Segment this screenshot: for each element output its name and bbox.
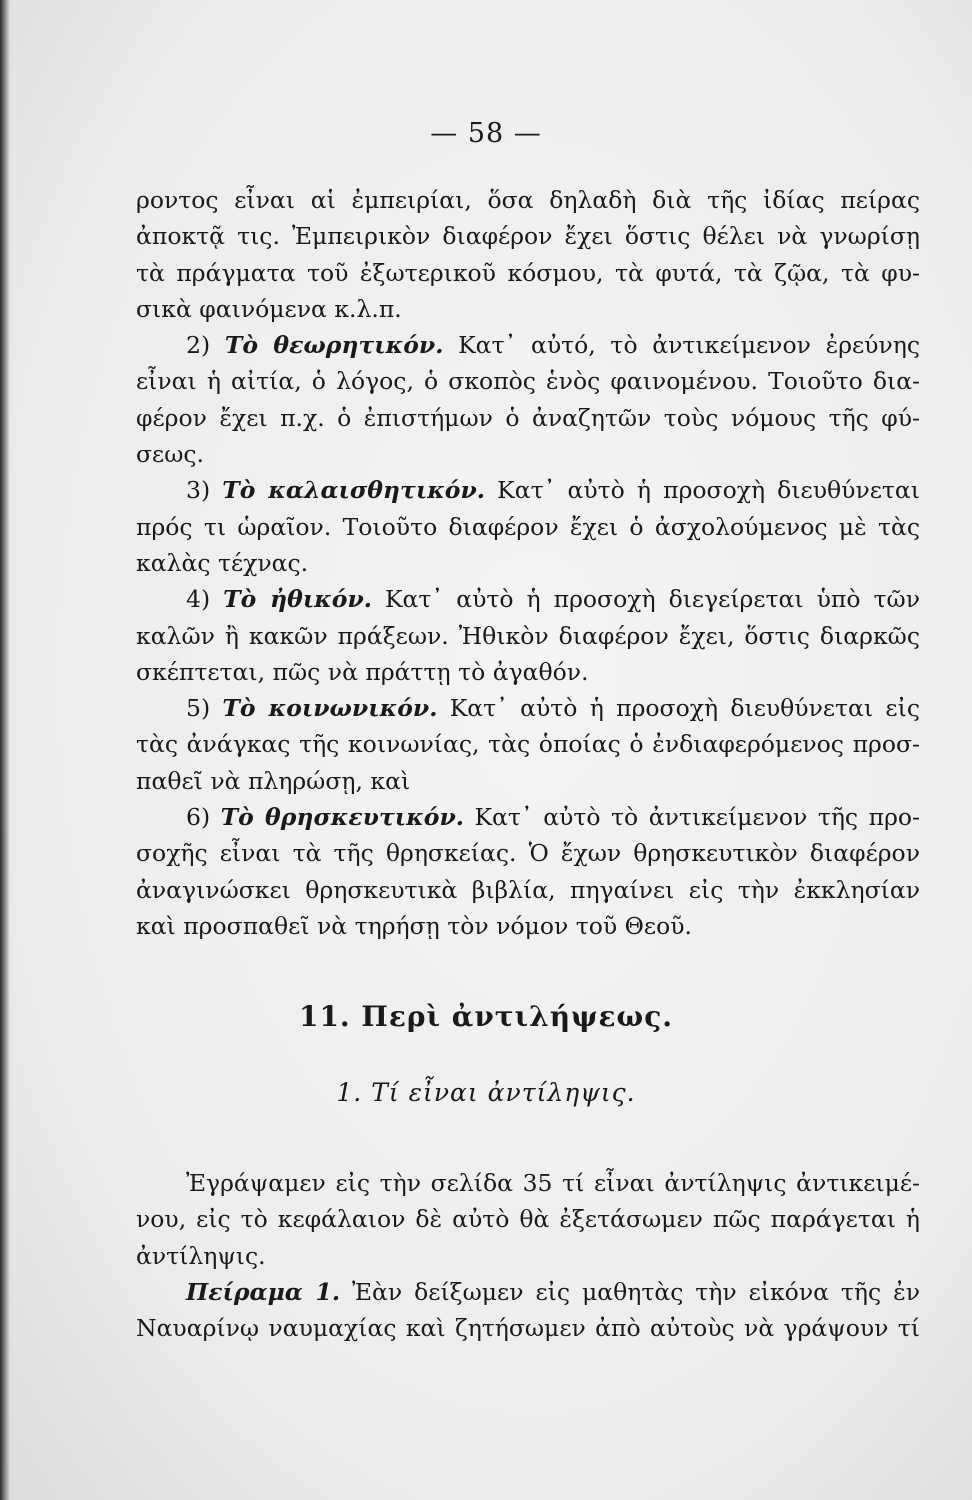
- paragraph-aesthetic: [136, 472, 920, 508]
- paragraph-theoretical: [136, 327, 920, 363]
- text-line: καὶ προσπαθεῖ νὰ τηρήσῃ τὸν νόμον τοῦ Θεοῦ.: [136, 911, 692, 940]
- term-aesthetic: Τὸ καλαισθητικόν.: [222, 476, 485, 505]
- term-social: Τὸ κοινωνικόν.: [222, 694, 438, 723]
- item-number: 6): [186, 803, 211, 832]
- item-number: 3): [186, 476, 211, 505]
- experiment-label: Πείραμα 1.: [186, 1277, 341, 1306]
- text-segment: Κατ᾽ αὐτὸ ἡ προσοχὴ διευθύνεται: [497, 476, 920, 505]
- paragraph-ethical: [136, 581, 920, 617]
- section-title: 11. Περὶ ἀντιλήψεως.: [298, 1000, 674, 1033]
- item-number: 5): [186, 694, 211, 723]
- text-line: Ναυαρίνῳ ναυμαχίας καὶ ζητήσωμεν ἀπὸ αὐτοὺς νὰ γράψουν τί: [136, 1314, 920, 1343]
- text-line: ροντος εἶναι αἱ ἐμπειρίαι, ὅσα δηλαδὴ διὰ τῆς ἰδίας πείρας: [136, 186, 920, 214]
- text-line: τὰς ἀνάγκας τῆς κοινωνίας, τὰς ὁποίας ὁ ἐνδιαφερόμενος προσ-: [136, 730, 920, 759]
- term-ethical: Τὸ ἠθικόν.: [223, 585, 372, 614]
- text-line: σκέπτεται, πῶς νὰ πράττῃ τὸ ἀγαθόν.: [136, 657, 589, 686]
- text-line: σεως.: [136, 440, 205, 469]
- paragraph-experiment: [136, 1274, 920, 1310]
- text-line: καλῶν ἢ κακῶν πράξεων. Ἠθικὸν διαφέρον ἔχει, ὅστις διαρκῶς: [136, 621, 920, 650]
- perception-text: [136, 1165, 920, 1346]
- paragraph-social: [136, 690, 920, 726]
- page-number: — 58 —: [430, 118, 542, 149]
- text-line: εἶναι ἡ αἰτία, ὁ λόγος, ὁ σκοπὸς ἑνὸς φαινομένου. Τοιοῦτο δια-: [136, 367, 920, 396]
- text-line: τὰ πράγματα τοῦ ἐξωτερικοῦ κόσμου, τὰ φυτά, τὰ ζῷα, τὰ φυ-: [136, 258, 920, 287]
- binding-edge: [0, 0, 10, 1500]
- text-line: σικὰ φαινόμενα κ.λ.π.: [136, 294, 402, 323]
- term-theoretical: Τὸ θεωρητικόν.: [224, 331, 444, 360]
- text-segment: Κατ᾽ αὐτό, τὸ ἀντικείμενον ἐρεύνης: [458, 331, 920, 360]
- text-line: σοχῆς εἶναι τὰ τῆς θρησκείας. Ὁ ἔχων θρησκευτικὸν διαφέρον: [136, 839, 920, 868]
- item-number: 2): [186, 331, 211, 360]
- text-segment: Ἐὰν δείξωμεν εἰς μαθητὰς τὴν εἰκόνα τῆς ἐν: [352, 1277, 920, 1306]
- text-line: καλὰς τέχνας.: [136, 548, 309, 577]
- paragraph-religious: [136, 799, 920, 835]
- term-religious: Τὸ θρησκευτικόν.: [220, 803, 464, 832]
- text-line: νου, εἰς τὸ κεφάλαιον δὲ αὐτὸ θὰ ἐξετάσωμεν πῶς παράγεται ἡ: [136, 1205, 920, 1234]
- text-line: παθεῖ νὰ πληρώσῃ, καὶ: [136, 766, 411, 795]
- text-segment: Κατ᾽ αὐτὸ ἡ προσοχὴ διεγείρεται ὑπὸ τῶν: [385, 585, 920, 614]
- text-segment: Κατ᾽ αὐτὸ ἡ προσοχὴ διευθύνεται εἰς: [449, 694, 920, 723]
- interest-types-text: [136, 182, 920, 944]
- text-segment: Κατ᾽ αὐτὸ τὸ ἀντικείμενον τῆς προ-: [474, 803, 920, 832]
- text-line: πρός τι ὡραῖον. Τοιοῦτο διαφέρον ἔχει ὁ ἀσχολούμενος μὲ τὰς: [136, 512, 920, 541]
- subsection-title: 1. Τί εἶναι ἀντίληψις.: [336, 1078, 636, 1107]
- text-line: Ἐγράψαμεν εἰς τὴν σελίδα 35 τί εἶναι ἀντίληψις ἀντικειμέ-: [186, 1169, 920, 1197]
- text-line: ἀντίληψις.: [136, 1241, 266, 1270]
- item-number: 4): [186, 585, 211, 614]
- text-line: φέρον ἔχει π.χ. ὁ ἐπιστήμων ὁ ἀναζητῶν τοὺς νόμους τῆς φύ-: [136, 403, 920, 432]
- text-line: ἀναγινώσκει θρησκευτικὰ βιβλία, πηγαίνει εἰς τὴν ἐκκλησίαν: [136, 875, 920, 904]
- text-line: ἀποκτᾷ τις. Ἐμπειρικὸν διαφέρον ἔχει ὅστις θέλει νὰ γνωρίσῃ: [136, 222, 920, 251]
